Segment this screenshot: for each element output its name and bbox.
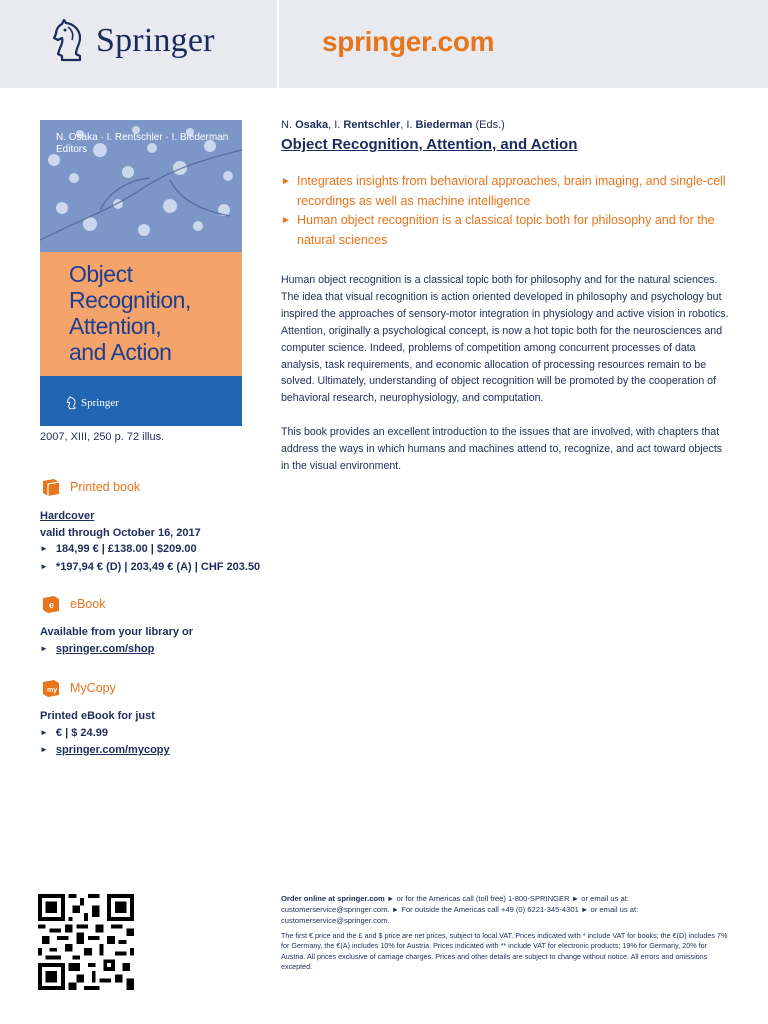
- editor-initial: I.: [406, 119, 416, 131]
- cover-brand-name: Springer: [81, 397, 119, 409]
- printed-book-info: [40, 508, 260, 576]
- qr-code[interactable]: [38, 894, 134, 990]
- site-link[interactable]: springer.com: [322, 26, 495, 57]
- cover-editors: [56, 132, 228, 156]
- mycopy-link[interactable]: springer.com/mycopy: [55, 744, 170, 756]
- editor-name: Rentschler: [343, 119, 401, 131]
- book-highlights: [281, 172, 731, 250]
- ebook-info: [40, 624, 193, 658]
- svg-text:my: my: [47, 687, 58, 694]
- validity-text: valid through October 16, 2017: [40, 526, 201, 539]
- ebook-shop-link[interactable]: springer.com/shop: [55, 642, 155, 655]
- springer-logo[interactable]: [50, 18, 215, 64]
- highlight-item: [281, 172, 731, 211]
- ebook-label: eBook: [70, 597, 106, 611]
- cover-title-line: Recognition,: [69, 287, 191, 313]
- cover-title: [69, 261, 239, 365]
- highlight-text: Human object recognition is a classical topic both for philosophy and for the natural sciences: [297, 213, 715, 247]
- price-net: ► 184,99 € | £138.00 | $209.00: [40, 541, 260, 559]
- mycopy-link-row: [40, 742, 170, 760]
- editor-name: Osaka: [295, 119, 329, 131]
- editor-initial: I.: [334, 119, 344, 131]
- mycopy-label: MyCopy: [70, 681, 116, 695]
- printed-book-label: Printed book: [70, 480, 141, 494]
- horse-chess-knight-icon: [66, 396, 78, 410]
- order-contact-text: ► or for the Americas call (toll free) 1-800-SPRINGER ► or email us at: customerservice@springer.com. ► For outside the Americas call +49 (0) 6221-345-4301 ► or email us at: customerservice@springer.com.: [281, 894, 639, 925]
- order-footer: [281, 893, 731, 973]
- horse-chess-knight-icon: [50, 18, 90, 64]
- order-online-label[interactable]: Order online at springer.com: [281, 894, 385, 903]
- page-header: [0, 0, 768, 88]
- mycopy-offer: Printed eBook for just: [40, 710, 155, 722]
- cover-title-line: and Action: [69, 339, 172, 365]
- brand-name: Springer: [96, 22, 215, 59]
- book-icon: [40, 477, 62, 497]
- editor-name: Biederman: [415, 119, 473, 131]
- cover-publisher: [66, 396, 119, 410]
- mycopy-heading: [40, 678, 116, 698]
- highlight-text: Integrates insights from behavioral approaches, brain imaging, and single-cell recordings as well as machine intelligence: [297, 174, 726, 208]
- price-gross: ► *197,94 € (D) | 203,49 € (A) | CHF 203.50: [40, 559, 260, 577]
- book-title[interactable]: Object Recognition, Attention, and Action: [281, 136, 578, 153]
- book-details: 2007, XIII, 250 p. 72 illus.: [40, 431, 165, 443]
- cover-editor-names: N. Osaka · I. Rentschler · I. Biederman: [56, 132, 229, 143]
- highlight-item: [281, 211, 731, 250]
- book-description: [281, 272, 731, 492]
- cover-editors-role: Editors: [56, 144, 88, 155]
- ebook-link-row: [40, 641, 193, 659]
- editor-initial: N.: [281, 119, 296, 131]
- header-divider: [277, 0, 279, 88]
- arrow-right-icon: ►: [281, 215, 291, 226]
- cover-blossom-area: [40, 120, 242, 252]
- price-fineprint: The first € price and the £ and $ price are net prices, subject to local VAT. Prices indicated with * include VAT for books; the €(D) includes 7% for Germany, the €(A) includes 10% for Austria. Prices indicated with ** include VAT for electronic products; 19% for Germany, 20% for Austria. All prices exclusive of carriage charges. Prices and other details are subject to change without notice. All errors and omissions excepted.: [281, 931, 728, 972]
- ebook-availability: Available from your library or: [40, 626, 194, 638]
- arrow-right-icon: ►: [281, 176, 291, 187]
- order-info: [281, 893, 731, 926]
- mycopy-info: [40, 708, 170, 760]
- cover-title-line: Attention,: [69, 313, 162, 339]
- description-paragraph: This book provides an excellent introduction to the issues that are involved, with chapters that address the ways in which humans and machines attend to, recognize, and act toward objects in the visual environment.: [281, 426, 723, 472]
- mycopy-icon: [40, 678, 62, 698]
- ebook-icon: [40, 594, 62, 614]
- book-editors: N. Osaka, I. Rentschler, I. Biederman (Eds.): [281, 119, 505, 131]
- format-label: Hardcover: [40, 510, 95, 522]
- cover-title-line: Object: [69, 261, 133, 287]
- book-cover: [40, 120, 242, 426]
- mycopy-price: ► € | $ 24.99: [40, 725, 170, 743]
- svg-text:e: e: [49, 600, 55, 610]
- ebook-heading: [40, 594, 105, 614]
- printed-book-heading: [40, 477, 140, 497]
- description-paragraph: Human object recognition is a classical topic both for philosophy and for the natural sciences. The idea that visual recognition is action oriented developed in philosophy and psychology but inspired the approaches of sensory-motor integration in physiology and active vision in robotics. Attention, originally a psychological concept, is now a hot topic both for the neurosciences and computer science. Indeed, problems of competition among concurrent processes of data analysis, task requirements, and economic allocation of processing resources remain to be solved. Ultimately, understanding of object recognition will be promoted by the cooperation of behavioral research, neurophysiology, and computation.: [281, 274, 729, 405]
- eds-suffix: (Eds.): [475, 119, 505, 131]
